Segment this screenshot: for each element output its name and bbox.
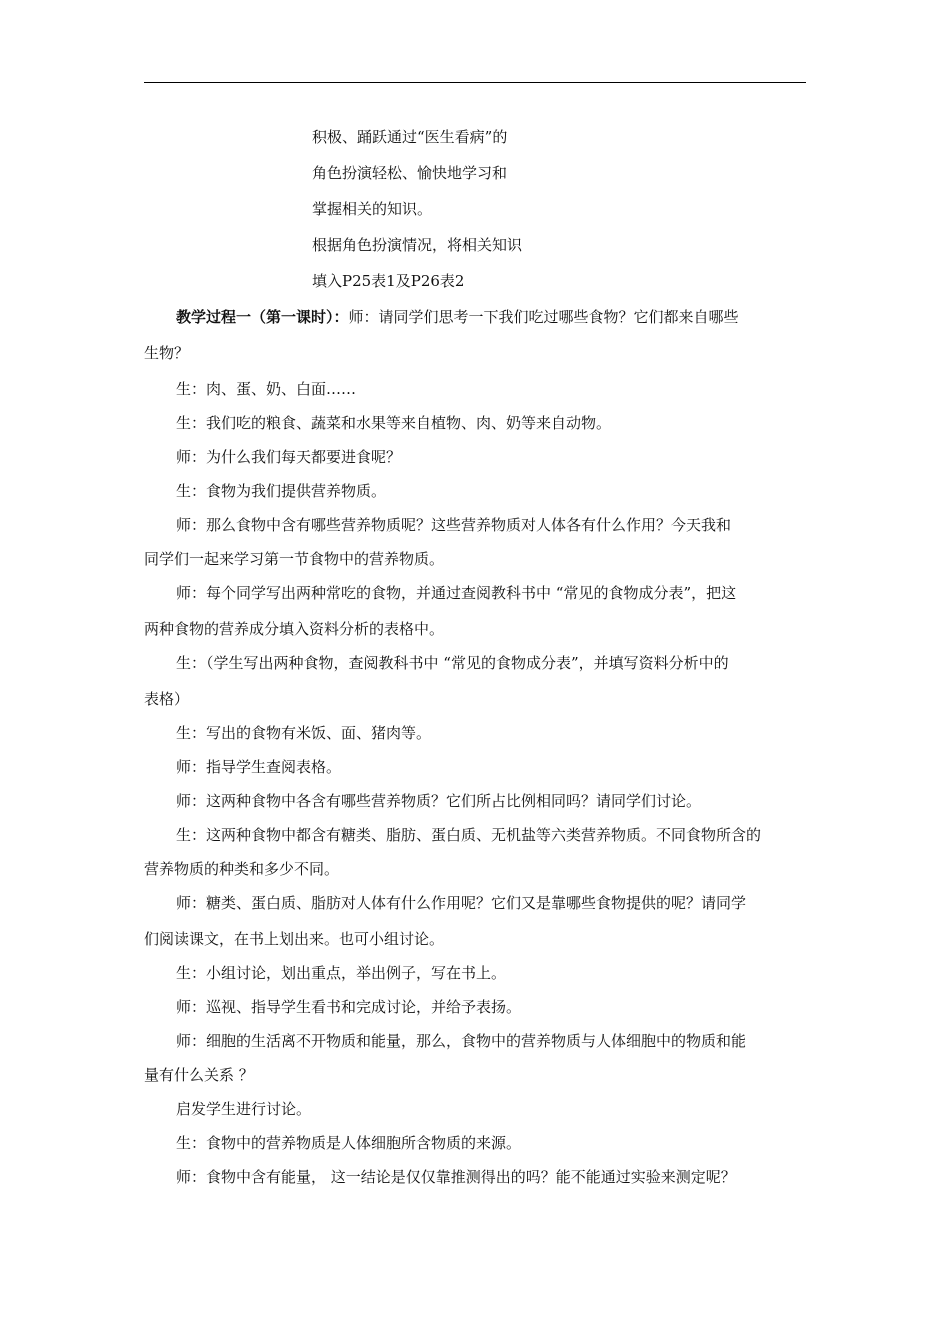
paragraph-line: 生：写出的食物有米饭、面、猪肉等。 — [176, 724, 432, 742]
table-fragment-line: 掌握相关的知识。 — [312, 200, 433, 218]
paragraph-line: 们阅读课文，在书上划出来。也可小组讨论。 — [144, 930, 445, 948]
paragraph-line: 启发学生进行讨论。 — [176, 1100, 312, 1118]
paragraph-line: 师：巡视、指导学生看书和完成讨论，并给予表扬。 — [176, 998, 522, 1016]
paragraph-line: 师：每个同学写出两种常吃的食物，并通过查阅教科书中 “常见的食物成分表”，把这 — [176, 584, 737, 602]
paragraph-line: 生：食物中的营养物质是人体细胞所含物质的来源。 — [176, 1134, 522, 1152]
paragraph-line: 生：小组讨论，划出重点，举出例子，写在书上。 — [176, 964, 507, 982]
paragraph-line: 师：这两种食物中各含有哪些营养物质？它们所占比例相同吗？请同学们讨论。 — [176, 792, 702, 810]
paragraph-line: 表格） — [144, 690, 190, 708]
paragraph-line: 师：指导学生查阅表格。 — [176, 758, 342, 776]
paragraph-line: 生物？ — [144, 344, 190, 362]
table-fragment-line: 根据角色扮演情况，将相关知识 — [312, 236, 523, 254]
table-fragment-line: 角色扮演轻松、愉快地学习和 — [312, 164, 508, 182]
paragraph-line: 生：（学生写出两种食物，查阅教科书中 “常见的食物成分表”，并填写资料分析中的 — [176, 654, 729, 672]
paragraph-line: 营养物质的种类和多少不同。 — [144, 860, 340, 878]
paragraph-line: 师：细胞的生活离不开物质和能量，那么，食物中的营养物质与人体细胞中的物质和能 — [176, 1032, 747, 1050]
paragraph-line: 师：糖类、蛋白质、脂肪对人体有什么作用呢？它们又是靠哪些食物提供的呢？请同学 — [176, 894, 747, 912]
lesson-heading-text: 师：请同学们思考一下我们吃过哪些食物？它们都来自哪些 — [348, 308, 739, 326]
header-rule — [144, 82, 806, 83]
paragraph-line: 生：这两种食物中都含有糖类、脂肪、蛋白质、无机盐等六类营养物质。不同食物所含的 — [176, 826, 762, 844]
paragraph-line: 生：我们吃的粮食、蔬菜和水果等来自植物、肉、奶等来自动物。 — [176, 414, 612, 432]
table-fragment-line: 积极、踊跃通过“医生看病”的 — [312, 128, 508, 146]
paragraph-line: 师：那么食物中含有哪些营养物质呢？这些营养物质对人体各有什么作用？今天我和 — [176, 516, 732, 534]
paragraph-line: 同学们一起来学习第一节食物中的营养物质。 — [144, 550, 445, 568]
paragraph-line: 生：食物为我们提供营养物质。 — [176, 482, 387, 500]
paragraph-line: 量有什么关系 ？ — [144, 1066, 254, 1084]
paragraph-line: 师：食物中含有能量， 这一结论是仅仅靠推测得出的吗？能不能通过实验来测定呢？ — [176, 1168, 736, 1186]
paragraph-line: 两种食物的营养成分填入资料分析的表格中。 — [144, 620, 445, 638]
table-fragment-line: 填入P25表1及P26表2 — [312, 272, 465, 290]
paragraph-line: 生：肉、蛋、奶、白面…… — [176, 380, 357, 398]
paragraph-line: 师：为什么我们每天都要进食呢？ — [176, 448, 402, 466]
lesson-heading: 教学过程一（第一课时）： — [176, 308, 349, 326]
lesson-heading-line — [176, 307, 739, 327]
